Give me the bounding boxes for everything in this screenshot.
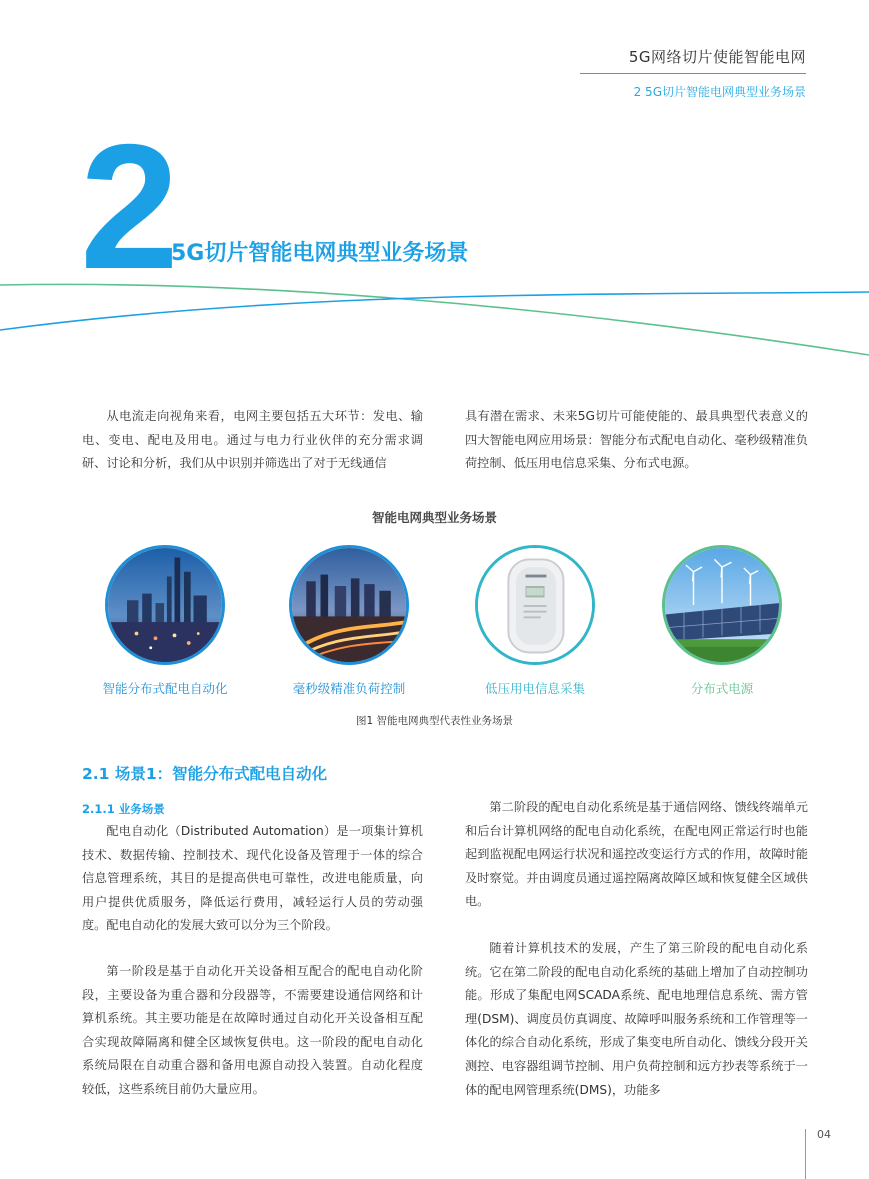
page-number-divider [805,1129,806,1179]
running-header-section: 2 5G切片智能电网典型业务场景 [633,85,806,99]
body-paragraph-right-2: 随着计算机技术的发展，产生了第三阶段的配电自动化系统。它在第二阶段的配电自动化系统的基础上增加了自动控制功能。形成了集配电网SCADA系统、配电地理信息系统、需方管理(DSM)、调度员仿真调度、故障呼叫服务系统和工作管理等一体化的综合自动化系统，形成了集变电所自动化、馈线分段开关测控、电容器组调节控制、用户负荷控制和远方抄表等系统于一体的配电网管理系统(DMS)，功能多 [465,941,808,1097]
scene-image-distribution-automation [105,545,225,665]
figure-caption: 图1 智能电网典型代表性业务场景 [355,715,514,727]
chapter-number: 2 [80,107,175,306]
decorative-curves [0,270,869,370]
scene-image-load-control [289,545,409,665]
page-number: 04 [817,1128,831,1141]
scene-image-meter [475,545,595,665]
body-paragraph-right-1: 第二阶段的配电自动化系统是基于通信网络、馈线终端单元和后台计算机网络的配电自动化系统，在配电网正常运行时也能起到监视配电网运行状况和遥控改变运行方式的作用，故障时能及时察觉。并由调度员通过遥控隔离故障区域和恢复健全区域供电。 [465,800,808,909]
section-title: 2.1 场景1：智能分布式配电自动化 [82,765,328,783]
body-paragraph-left-1: 配电自动化（Distributed Automation）是一项集计算机技术、数据传输、控制技术、现代化设备及管理于一体的综合信息管理系统，其目的是提高供电可靠性，改进电能质量，向用户提供优质服务，降低运行费用，减轻运行人员的劳动强度。配电自动化的发展大致可以分为三个阶段。 [82,824,423,933]
subsection-title: 2.1.1 业务场景 [82,802,165,816]
figure-title: 智能电网典型业务场景 [371,510,497,525]
scene-caption-2: 毫秒级精准负荷控制 [292,681,406,696]
chapter-title: 5G切片智能电网典型业务场景 [171,241,469,266]
intro-paragraph-left: 从电流走向视角来看，电网主要包括五大环节：发电、输电、变电、配电及用电。通过与电力行业伙伴的充分需求调研、讨论和分析，我们从中识别并筛选出了对于无线通信 [82,409,423,471]
running-header-title: 5G网络切片使能智能电网 [628,48,806,66]
scene-caption-3: 低压用电信息采集 [484,681,585,696]
scene-caption-4: 分布式电源 [690,681,754,696]
body-paragraph-left-2: 第一阶段是基于自动化开关设备相互配合的配电自动化阶段，主要设备为重合器和分段器等，不需要建设通信网络和计算机系统。其主要功能是在故障时通过自动化开关设备相互配合实现故障隔离和健全区域恢复供电。这一阶段的配电自动化系统局限在自动重合器和备用电源自动投入装置。自动化程度较低，这些系统目前仍大量应用。 [82,964,423,1096]
scene-caption-1: 智能分布式配电自动化 [102,681,228,696]
scene-image-distributed-power [662,545,782,665]
intro-paragraph-right: 具有潜在需求、未来5G切片可能使能的、最具典型代表意义的四大智能电网应用场景：智能分布式配电自动化、毫秒级精准负荷控制、低压用电信息采集、分布式电源。 [465,409,808,471]
header-divider [580,73,806,74]
